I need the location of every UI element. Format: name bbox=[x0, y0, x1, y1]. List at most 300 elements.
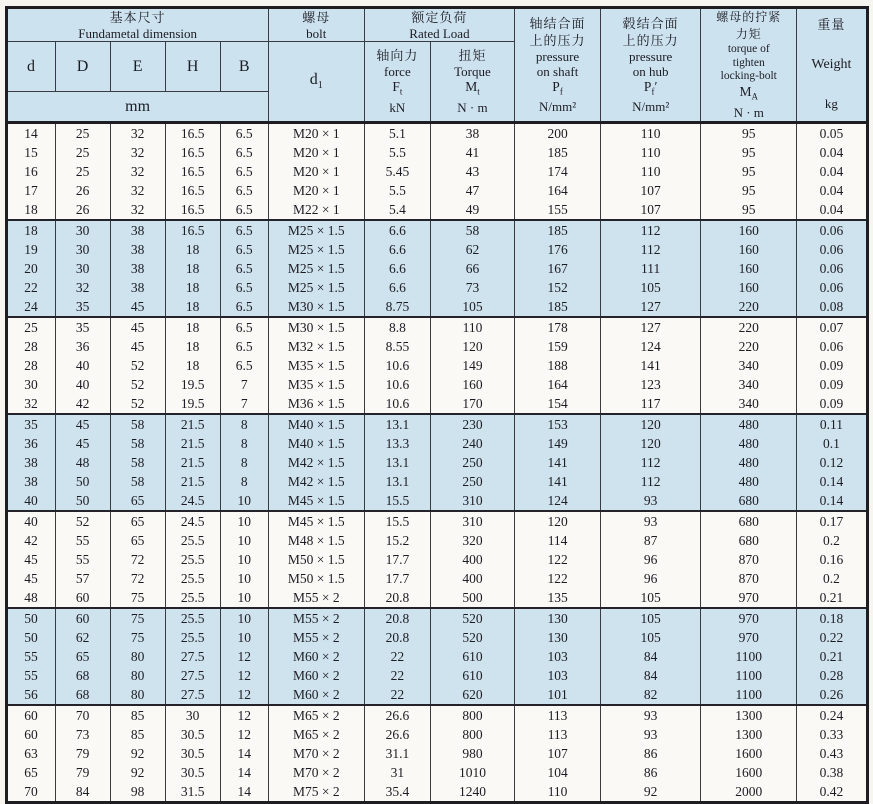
cell-d1: M20 × 1 bbox=[268, 181, 364, 200]
cell-E: 75 bbox=[110, 588, 165, 608]
cell-H: 16.5 bbox=[165, 162, 220, 181]
cell-torque: 149 bbox=[430, 356, 514, 375]
cell-H: 30 bbox=[165, 705, 220, 725]
cell-d1: M60 × 2 bbox=[268, 666, 364, 685]
cell-pressure-shaft: 107 bbox=[515, 744, 601, 763]
cell-pressure-hub: 96 bbox=[601, 569, 701, 588]
cell-locking-torque: 2000 bbox=[701, 782, 797, 803]
cell-weight: 0.33 bbox=[797, 725, 867, 744]
locking-en3: locking-bolt bbox=[720, 70, 777, 83]
cell-d1: M65 × 2 bbox=[268, 725, 364, 744]
cell-d1: M25 × 1.5 bbox=[268, 259, 364, 278]
cell-d: 16 bbox=[6, 162, 55, 181]
d1-symbol: $d_1$ bbox=[309, 71, 323, 92]
cell-H: 25.5 bbox=[165, 569, 220, 588]
cell-pressure-hub: 117 bbox=[601, 394, 701, 414]
cell-pressure-hub: 84 bbox=[601, 647, 701, 666]
cell-force: 10.6 bbox=[364, 375, 430, 394]
cell-B: 12 bbox=[220, 685, 268, 705]
cell-B: 12 bbox=[220, 705, 268, 725]
cell-B: 14 bbox=[220, 763, 268, 782]
cell-weight: 0.09 bbox=[797, 356, 867, 375]
cell-locking-torque: 480 bbox=[701, 453, 797, 472]
cell-D: 73 bbox=[55, 725, 110, 744]
cell-locking-torque: 340 bbox=[701, 375, 797, 394]
cell-pressure-hub: 120 bbox=[601, 434, 701, 453]
col-label-H: H bbox=[165, 42, 220, 92]
cell-B: 6.5 bbox=[220, 337, 268, 356]
cell-force: 13.1 bbox=[364, 472, 430, 491]
cell-torque: 1010 bbox=[430, 763, 514, 782]
cell-B: 8 bbox=[220, 414, 268, 434]
cell-D: 25 bbox=[55, 123, 110, 144]
cell-force: 5.4 bbox=[364, 200, 430, 220]
cell-d: 70 bbox=[6, 782, 55, 803]
cell-force: 8.55 bbox=[364, 337, 430, 356]
cell-H: 25.5 bbox=[165, 608, 220, 628]
cell-pressure-hub: 123 bbox=[601, 375, 701, 394]
cell-locking-torque: 220 bbox=[701, 297, 797, 317]
cell-weight: 0.09 bbox=[797, 375, 867, 394]
cell-d1: M60 × 2 bbox=[268, 647, 364, 666]
cell-torque: 230 bbox=[430, 414, 514, 434]
cell-torque: 520 bbox=[430, 628, 514, 647]
table-row bbox=[6, 763, 867, 782]
cell-E: 58 bbox=[110, 453, 165, 472]
cell-force: 8.8 bbox=[364, 317, 430, 337]
cell-E: 52 bbox=[110, 356, 165, 375]
cell-d: 25 bbox=[6, 317, 55, 337]
locking-zh2: 力矩 bbox=[735, 27, 762, 42]
cell-B: 6.5 bbox=[220, 200, 268, 220]
cell-force: 31.1 bbox=[364, 744, 430, 763]
cell-pressure-shaft: 124 bbox=[515, 491, 601, 511]
pressure-shaft-en2: on shaft bbox=[536, 63, 579, 79]
table-body bbox=[6, 123, 867, 803]
cell-pressure-hub: 105 bbox=[601, 278, 701, 297]
cell-locking-torque: 480 bbox=[701, 434, 797, 453]
header-locking-torque bbox=[701, 8, 797, 123]
cell-locking-torque: 220 bbox=[701, 337, 797, 356]
cell-force: 10.6 bbox=[364, 356, 430, 375]
cell-d: 50 bbox=[6, 628, 55, 647]
cell-locking-torque: 95 bbox=[701, 162, 797, 181]
cell-E: 52 bbox=[110, 375, 165, 394]
cell-d: 28 bbox=[6, 337, 55, 356]
cell-H: 27.5 bbox=[165, 666, 220, 685]
cell-force: 22 bbox=[364, 647, 430, 666]
cell-d: 56 bbox=[6, 685, 55, 705]
cell-pressure-hub: 105 bbox=[601, 608, 701, 628]
table-row bbox=[6, 550, 867, 569]
cell-D: 48 bbox=[55, 453, 110, 472]
cell-torque: 47 bbox=[430, 181, 514, 200]
header-bolt-zh: 螺母 bbox=[302, 10, 331, 25]
cell-weight: 0.21 bbox=[797, 647, 867, 666]
cell-pressure-shaft: 130 bbox=[515, 628, 601, 647]
cell-E: 58 bbox=[110, 472, 165, 491]
cell-B: 6.5 bbox=[220, 181, 268, 200]
cell-d: 18 bbox=[6, 200, 55, 220]
cell-H: 25.5 bbox=[165, 628, 220, 647]
cell-B: 7 bbox=[220, 394, 268, 414]
cell-d: 55 bbox=[6, 647, 55, 666]
table-row bbox=[6, 725, 867, 744]
cell-D: 25 bbox=[55, 162, 110, 181]
cell-locking-torque: 95 bbox=[701, 181, 797, 200]
cell-pressure-hub: 127 bbox=[601, 297, 701, 317]
cell-torque: 520 bbox=[430, 608, 514, 628]
cell-pressure-shaft: 176 bbox=[515, 240, 601, 259]
cell-D: 30 bbox=[55, 220, 110, 240]
cell-B: 10 bbox=[220, 569, 268, 588]
cell-d1: M42 × 1.5 bbox=[268, 472, 364, 491]
cell-D: 50 bbox=[55, 491, 110, 511]
cell-H: 18 bbox=[165, 317, 220, 337]
cell-E: 85 bbox=[110, 705, 165, 725]
cell-H: 24.5 bbox=[165, 491, 220, 511]
cell-pressure-hub: 93 bbox=[601, 491, 701, 511]
cell-pressure-hub: 110 bbox=[601, 143, 701, 162]
cell-pressure-shaft: 110 bbox=[515, 782, 601, 803]
cell-d: 65 bbox=[6, 763, 55, 782]
table-row bbox=[6, 666, 867, 685]
cell-D: 36 bbox=[55, 337, 110, 356]
table-row bbox=[6, 472, 867, 491]
cell-torque: 49 bbox=[430, 200, 514, 220]
cell-locking-torque: 340 bbox=[701, 356, 797, 375]
cell-d1: M70 × 2 bbox=[268, 763, 364, 782]
cell-d: 55 bbox=[6, 666, 55, 685]
locking-en2: tighten bbox=[732, 56, 765, 69]
table-row bbox=[6, 162, 867, 181]
cell-d1: M40 × 1.5 bbox=[268, 434, 364, 453]
cell-torque: 120 bbox=[430, 337, 514, 356]
cell-d1: M32 × 1.5 bbox=[268, 337, 364, 356]
cell-pressure-shaft: 103 bbox=[515, 647, 601, 666]
cell-d1: M36 × 1.5 bbox=[268, 394, 364, 414]
col-label-E: E bbox=[110, 42, 165, 92]
cell-torque: 620 bbox=[430, 685, 514, 705]
cell-E: 38 bbox=[110, 278, 165, 297]
cell-pressure-shaft: 159 bbox=[515, 337, 601, 356]
cell-B: 10 bbox=[220, 588, 268, 608]
table-row bbox=[6, 356, 867, 375]
cell-force: 22 bbox=[364, 666, 430, 685]
cell-locking-torque: 970 bbox=[701, 608, 797, 628]
cell-locking-torque: 970 bbox=[701, 628, 797, 647]
cell-pressure-shaft: 185 bbox=[515, 220, 601, 240]
table-row bbox=[6, 123, 867, 144]
cell-pressure-shaft: 103 bbox=[515, 666, 601, 685]
cell-H: 18 bbox=[165, 240, 220, 259]
cell-H: 27.5 bbox=[165, 647, 220, 666]
cell-d: 36 bbox=[6, 434, 55, 453]
cell-H: 30.5 bbox=[165, 725, 220, 744]
table-row bbox=[6, 414, 867, 434]
table-row bbox=[6, 317, 867, 337]
cell-torque: 62 bbox=[430, 240, 514, 259]
cell-weight: 0.2 bbox=[797, 569, 867, 588]
cell-d: 63 bbox=[6, 744, 55, 763]
cell-pressure-shaft: 141 bbox=[515, 472, 601, 491]
cell-d1: M55 × 2 bbox=[268, 628, 364, 647]
table-row bbox=[6, 181, 867, 200]
table-row bbox=[6, 453, 867, 472]
cell-d: 30 bbox=[6, 375, 55, 394]
cell-pressure-shaft: 200 bbox=[515, 123, 601, 144]
cell-pressure-hub: 87 bbox=[601, 531, 701, 550]
cell-E: 45 bbox=[110, 337, 165, 356]
cell-weight: 0.06 bbox=[797, 220, 867, 240]
pressure-shaft-unit: N/mm² bbox=[539, 99, 577, 115]
table-row bbox=[6, 259, 867, 278]
cell-torque: 38 bbox=[430, 123, 514, 144]
cell-D: 50 bbox=[55, 472, 110, 491]
cell-d1: M55 × 2 bbox=[268, 588, 364, 608]
cell-d: 48 bbox=[6, 588, 55, 608]
pressure-hub-zh1: 毂结合面 bbox=[622, 15, 679, 31]
locking-en1: torque of bbox=[727, 43, 770, 56]
table-row bbox=[6, 143, 867, 162]
cell-weight: 0.06 bbox=[797, 278, 867, 297]
cell-locking-torque: 1300 bbox=[701, 725, 797, 744]
col-label-d: d bbox=[6, 42, 55, 92]
col-label-axial-force bbox=[364, 42, 430, 123]
cell-H: 16.5 bbox=[165, 220, 220, 240]
cell-D: 26 bbox=[55, 181, 110, 200]
cell-weight: 0.06 bbox=[797, 259, 867, 278]
cell-force: 6.6 bbox=[364, 259, 430, 278]
cell-pressure-shaft: 149 bbox=[515, 434, 601, 453]
pressure-hub-symbol: $P_f'$ bbox=[643, 78, 658, 97]
cell-D: 42 bbox=[55, 394, 110, 414]
cell-pressure-hub: 86 bbox=[601, 763, 701, 782]
cell-force: 5.5 bbox=[364, 143, 430, 162]
cell-locking-torque: 680 bbox=[701, 531, 797, 550]
cell-torque: 400 bbox=[430, 569, 514, 588]
cell-torque: 310 bbox=[430, 511, 514, 531]
cell-d1: M40 × 1.5 bbox=[268, 414, 364, 434]
cell-torque: 1240 bbox=[430, 782, 514, 803]
cell-d1: M45 × 1.5 bbox=[268, 491, 364, 511]
cell-d1: M42 × 1.5 bbox=[268, 453, 364, 472]
cell-d1: M65 × 2 bbox=[268, 705, 364, 725]
weight-zh: 重量 bbox=[817, 17, 846, 32]
cell-pressure-hub: 84 bbox=[601, 666, 701, 685]
cell-B: 8 bbox=[220, 472, 268, 491]
cell-force: 15.5 bbox=[364, 511, 430, 531]
table-row bbox=[6, 511, 867, 531]
cell-H: 25.5 bbox=[165, 550, 220, 569]
cell-d1: M35 × 1.5 bbox=[268, 356, 364, 375]
cell-B: 8 bbox=[220, 434, 268, 453]
cell-H: 21.5 bbox=[165, 453, 220, 472]
cell-d1: M20 × 1 bbox=[268, 143, 364, 162]
cell-torque: 105 bbox=[430, 297, 514, 317]
cell-pressure-shaft: 101 bbox=[515, 685, 601, 705]
cell-pressure-hub: 107 bbox=[601, 200, 701, 220]
cell-d1: M25 × 1.5 bbox=[268, 278, 364, 297]
cell-weight: 0.2 bbox=[797, 531, 867, 550]
cell-E: 32 bbox=[110, 200, 165, 220]
torque-en: Torque bbox=[454, 64, 491, 80]
cell-pressure-shaft: 122 bbox=[515, 569, 601, 588]
cell-D: 55 bbox=[55, 531, 110, 550]
cell-pressure-hub: 107 bbox=[601, 181, 701, 200]
table-row bbox=[6, 240, 867, 259]
cell-d1: M48 × 1.5 bbox=[268, 531, 364, 550]
cell-weight: 0.04 bbox=[797, 143, 867, 162]
pressure-shaft-zh1: 轴结合面 bbox=[529, 15, 586, 31]
cell-torque: 66 bbox=[430, 259, 514, 278]
force-en: force bbox=[384, 64, 411, 80]
cell-d: 14 bbox=[6, 123, 55, 144]
cell-d1: M25 × 1.5 bbox=[268, 220, 364, 240]
cell-B: 10 bbox=[220, 628, 268, 647]
table-row bbox=[6, 434, 867, 453]
torque-zh: 扭矩 bbox=[458, 48, 487, 64]
cell-B: 6.5 bbox=[220, 259, 268, 278]
cell-D: 40 bbox=[55, 356, 110, 375]
cell-d1: M20 × 1 bbox=[268, 162, 364, 181]
cell-d: 32 bbox=[6, 394, 55, 414]
cell-locking-torque: 680 bbox=[701, 491, 797, 511]
cell-weight: 0.28 bbox=[797, 666, 867, 685]
cell-E: 38 bbox=[110, 240, 165, 259]
cell-force: 20.8 bbox=[364, 608, 430, 628]
cell-force: 15.5 bbox=[364, 491, 430, 511]
cell-D: 60 bbox=[55, 608, 110, 628]
cell-B: 6.5 bbox=[220, 220, 268, 240]
table-row bbox=[6, 220, 867, 240]
cell-force: 5.5 bbox=[364, 181, 430, 200]
cell-d1: M60 × 2 bbox=[268, 685, 364, 705]
cell-force: 6.6 bbox=[364, 278, 430, 297]
cell-pressure-shaft: 167 bbox=[515, 259, 601, 278]
cell-force: 17.7 bbox=[364, 569, 430, 588]
cell-force: 6.6 bbox=[364, 240, 430, 259]
cell-force: 10.6 bbox=[364, 394, 430, 414]
cell-torque: 250 bbox=[430, 472, 514, 491]
cell-locking-torque: 1100 bbox=[701, 647, 797, 666]
cell-d: 40 bbox=[6, 491, 55, 511]
cell-H: 27.5 bbox=[165, 685, 220, 705]
cell-E: 92 bbox=[110, 744, 165, 763]
cell-H: 18 bbox=[165, 297, 220, 317]
cell-pressure-hub: 86 bbox=[601, 744, 701, 763]
cell-weight: 0.08 bbox=[797, 297, 867, 317]
cell-pressure-shaft: 188 bbox=[515, 356, 601, 375]
cell-pressure-hub: 82 bbox=[601, 685, 701, 705]
cell-pressure-hub: 124 bbox=[601, 337, 701, 356]
cell-d: 28 bbox=[6, 356, 55, 375]
cell-weight: 0.14 bbox=[797, 472, 867, 491]
cell-locking-torque: 1300 bbox=[701, 705, 797, 725]
cell-H: 16.5 bbox=[165, 181, 220, 200]
unit-mm: mm bbox=[6, 92, 268, 123]
cell-H: 25.5 bbox=[165, 531, 220, 550]
cell-pressure-shaft: 154 bbox=[515, 394, 601, 414]
cell-B: 10 bbox=[220, 608, 268, 628]
cell-pressure-hub: 112 bbox=[601, 472, 701, 491]
cell-B: 7 bbox=[220, 375, 268, 394]
cell-D: 55 bbox=[55, 550, 110, 569]
cell-pressure-shaft: 130 bbox=[515, 608, 601, 628]
cell-locking-torque: 220 bbox=[701, 317, 797, 337]
cell-B: 10 bbox=[220, 511, 268, 531]
pressure-hub-en1: pressure bbox=[629, 48, 673, 64]
cell-d1: M30 × 1.5 bbox=[268, 317, 364, 337]
cell-d1: M50 × 1.5 bbox=[268, 569, 364, 588]
cell-d: 22 bbox=[6, 278, 55, 297]
pressure-shaft-en1: pressure bbox=[535, 48, 580, 64]
cell-H: 30.5 bbox=[165, 763, 220, 782]
cell-D: 32 bbox=[55, 278, 110, 297]
force-unit: kN bbox=[389, 99, 406, 115]
cell-H: 18 bbox=[165, 337, 220, 356]
table-row bbox=[6, 375, 867, 394]
cell-D: 68 bbox=[55, 666, 110, 685]
cell-H: 16.5 bbox=[165, 123, 220, 144]
cell-d: 50 bbox=[6, 608, 55, 628]
table-row bbox=[6, 705, 867, 725]
table-row bbox=[6, 531, 867, 550]
cell-D: 35 bbox=[55, 297, 110, 317]
cell-pressure-hub: 120 bbox=[601, 414, 701, 434]
force-symbol: $F_t$ bbox=[392, 79, 403, 97]
cell-E: 75 bbox=[110, 628, 165, 647]
cell-force: 17.7 bbox=[364, 550, 430, 569]
cell-weight: 0.22 bbox=[797, 628, 867, 647]
table-row bbox=[6, 782, 867, 803]
header-basic-dimension bbox=[6, 8, 268, 42]
table-row bbox=[6, 297, 867, 317]
cell-weight: 0.09 bbox=[797, 394, 867, 414]
cell-pressure-shaft: 155 bbox=[515, 200, 601, 220]
pressure-hub-en2: on hub bbox=[632, 63, 669, 79]
cell-D: 45 bbox=[55, 414, 110, 434]
cell-pressure-shaft: 164 bbox=[515, 375, 601, 394]
cell-pressure-shaft: 135 bbox=[515, 588, 601, 608]
cell-B: 8 bbox=[220, 453, 268, 472]
cell-locking-torque: 160 bbox=[701, 259, 797, 278]
cell-locking-torque: 870 bbox=[701, 550, 797, 569]
cell-E: 80 bbox=[110, 666, 165, 685]
cell-H: 31.5 bbox=[165, 782, 220, 803]
cell-E: 65 bbox=[110, 491, 165, 511]
cell-pressure-hub: 93 bbox=[601, 705, 701, 725]
cell-weight: 0.04 bbox=[797, 162, 867, 181]
cell-pressure-shaft: 153 bbox=[515, 414, 601, 434]
cell-pressure-shaft: 122 bbox=[515, 550, 601, 569]
weight-unit: kg bbox=[824, 96, 838, 111]
table-row bbox=[6, 685, 867, 705]
cell-E: 52 bbox=[110, 394, 165, 414]
cell-pressure-shaft: 104 bbox=[515, 763, 601, 782]
cell-locking-torque: 1100 bbox=[701, 685, 797, 705]
cell-B: 14 bbox=[220, 744, 268, 763]
cell-pressure-hub: 141 bbox=[601, 356, 701, 375]
cell-H: 18 bbox=[165, 278, 220, 297]
cell-weight: 0.18 bbox=[797, 608, 867, 628]
cell-B: 6.5 bbox=[220, 317, 268, 337]
cell-force: 6.6 bbox=[364, 220, 430, 240]
table-header bbox=[6, 8, 867, 123]
cell-locking-torque: 160 bbox=[701, 220, 797, 240]
cell-weight: 0.21 bbox=[797, 588, 867, 608]
locking-unit: N · m bbox=[733, 104, 764, 120]
